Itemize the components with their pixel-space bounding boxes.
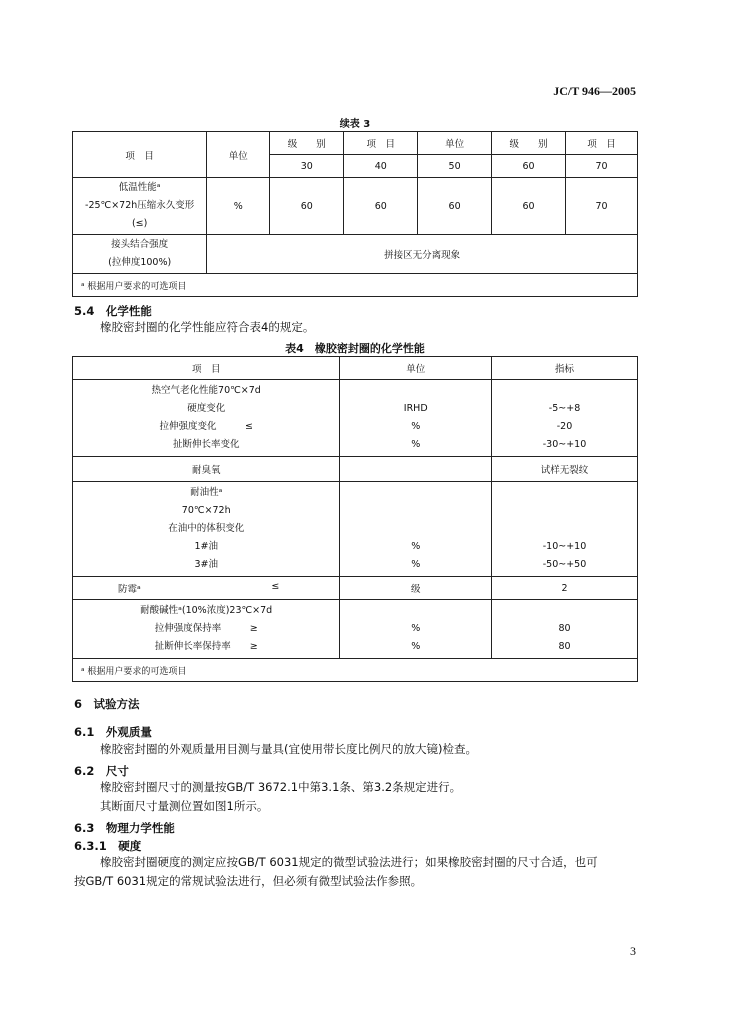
sec6-number: 6 xyxy=(74,697,83,711)
t4-group1-units xyxy=(340,380,492,457)
sec61-title: 外观质量 xyxy=(105,725,152,739)
t3-value: 70 xyxy=(566,178,638,235)
sec63-heading xyxy=(74,820,175,836)
t4-item: 扯断伸长率保持率 ≥ xyxy=(154,641,258,652)
t3-grade: 30 xyxy=(270,155,344,178)
t4-item: 3#油 xyxy=(194,559,218,570)
sec62-text1: 橡胶密封圈尺寸的测量按GB/T 3672.1中第3.1条、第3.2条规定进行。 xyxy=(100,780,462,794)
t4-value xyxy=(492,520,637,538)
sec54-title: 化学性能 xyxy=(105,304,152,318)
t3-label-line: 接头结合强度 xyxy=(111,239,169,250)
table3 xyxy=(72,131,638,297)
t4-unit: % xyxy=(411,541,421,552)
t3-value: 60 xyxy=(344,178,418,235)
t3-grade: 70 xyxy=(566,155,638,178)
t4-item: 耐油性ᵃ xyxy=(190,487,223,498)
t4-ozone-value: 试样无裂纹 xyxy=(492,457,638,482)
t4-value: 80 xyxy=(558,641,571,652)
sec62-number: 6.2 xyxy=(74,764,95,778)
t4-unit xyxy=(340,382,491,400)
t4-value xyxy=(492,484,637,502)
sec63-title: 物理力学性能 xyxy=(105,821,175,835)
t3-value: 60 xyxy=(270,178,344,235)
t3-footnote: ᵃ 根据用户要求的可选项目 xyxy=(73,274,638,297)
t4-ozone-unit xyxy=(340,457,492,482)
t4-value xyxy=(492,382,637,400)
sec631-text2: 按GB/T 6031规定的常规试验法进行，但必须有微型试验法作参照。 xyxy=(74,874,423,888)
sec54-text: 橡胶密封圈的化学性能应符合表4的规定。 xyxy=(100,320,315,334)
t4-mold-label: 防霉ᵃ xyxy=(118,584,141,595)
t4-unit xyxy=(340,502,491,520)
t4-group1-items xyxy=(73,380,340,457)
t4-item: 拉伸强度变化 ≤ xyxy=(159,421,253,432)
sec631-text1: 橡胶密封圈硬度的测定应按GB/T 6031规定的微型试验法进行；如果橡胶密封圈的尺寸合适，也可 xyxy=(100,855,598,869)
t4-value: -5~+8 xyxy=(548,403,581,414)
t3-header-item: 项 目 xyxy=(73,132,207,178)
t4-item: 70℃×72h xyxy=(181,505,231,516)
t4-mold-item xyxy=(73,577,340,600)
t4-mold-le: ≤ xyxy=(271,581,280,592)
t3-value: 60 xyxy=(418,178,492,235)
t3-label-line: (拉伸度100%) xyxy=(108,257,172,268)
sec62-heading xyxy=(74,763,129,779)
t4-value xyxy=(492,502,637,520)
sec6-title: 试验方法 xyxy=(93,697,140,711)
t4-header-item: 项 目 xyxy=(73,357,340,380)
t4-unit xyxy=(340,520,491,538)
t4-group2-items xyxy=(73,482,340,577)
t4-item: 在油中的体积变化 xyxy=(168,523,245,534)
sec54-number: 5.4 xyxy=(74,304,95,318)
t4-unit: % xyxy=(411,623,421,634)
t4-ozone-item: 耐臭氧 xyxy=(73,457,340,482)
t4-value: -30~+10 xyxy=(542,439,587,450)
t3-grade: 50 xyxy=(418,155,492,178)
table4 xyxy=(72,356,638,682)
t4-item: 硬度变化 xyxy=(187,403,226,414)
t3-grade: 40 xyxy=(344,155,418,178)
t3-header-item2: 项 目 xyxy=(344,132,418,155)
t3-header-unit2: 单位 xyxy=(418,132,492,155)
standard-code: JC/T 946—2005 xyxy=(553,84,636,98)
t3-grade: 60 xyxy=(491,155,565,178)
sec62-text2: 其断面尺寸量测位置如图1所示。 xyxy=(100,799,269,813)
sec61-text: 橡胶密封圈的外观质量用目测与量具(宜使用带长度比例尺的放大镜)检查。 xyxy=(100,742,477,756)
t3-label-line: (≤) xyxy=(131,218,148,229)
t4-item: 拉伸强度保持率 ≥ xyxy=(154,623,258,634)
t3-label-line: 低温性能ᵃ xyxy=(118,182,161,193)
sec61-heading xyxy=(74,724,152,740)
t4-group2-values xyxy=(492,482,638,577)
t4-group1-values xyxy=(492,380,638,457)
t4-mold-unit: 级 xyxy=(340,577,492,600)
t3-header-item3: 项 目 xyxy=(566,132,638,155)
t4-value xyxy=(492,602,637,620)
t4-group3-values xyxy=(492,600,638,659)
t4-unit: IRHD xyxy=(403,403,428,414)
page-number: 3 xyxy=(630,944,636,958)
t4-mold-value: 2 xyxy=(492,577,638,600)
t3-row-low-temp-unit: % xyxy=(207,178,270,235)
t4-header-index: 指标 xyxy=(492,357,638,380)
table4-caption: 表4 橡胶密封圈的化学性能 xyxy=(285,342,425,355)
sec631-number: 6.3.1 xyxy=(74,839,107,853)
sec631-title: 硬度 xyxy=(118,839,142,853)
t4-value: -20 xyxy=(556,421,573,432)
table3-caption: 续表 3 xyxy=(339,119,371,130)
t4-value: 80 xyxy=(558,623,571,634)
t4-item: 热空气老化性能70℃×7d xyxy=(151,385,261,396)
t3-header-grade: 级 别 xyxy=(270,132,344,155)
t4-group3-items xyxy=(73,600,340,659)
t3-value: 60 xyxy=(491,178,565,235)
t3-header-grade2: 级 别 xyxy=(491,132,565,155)
t4-header-unit: 单位 xyxy=(340,357,492,380)
t4-unit xyxy=(340,602,491,620)
t4-value: -50~+50 xyxy=(542,559,587,570)
t4-group2-units xyxy=(340,482,492,577)
sec54-heading xyxy=(74,303,152,319)
t3-row-joint-label xyxy=(73,235,207,274)
t4-unit: % xyxy=(411,559,421,570)
t3-label-line: -25℃×72h压缩永久变形 xyxy=(85,200,195,211)
t4-unit: % xyxy=(411,641,421,652)
sec61-number: 6.1 xyxy=(74,725,95,739)
t4-item: 扯断伸长率变化 xyxy=(172,439,240,450)
sec631-heading xyxy=(74,838,141,854)
t4-footnote: ᵃ 根据用户要求的可选项目 xyxy=(73,659,638,682)
t4-item: 1#油 xyxy=(194,541,218,552)
t4-value: -10~+10 xyxy=(542,541,587,552)
t3-row-joint-value: 拼接区无分离现象 xyxy=(207,235,638,274)
t4-item: 耐酸碱性ᵃ(10%浓度)23℃×7d xyxy=(140,605,273,616)
t4-unit: % xyxy=(411,421,421,432)
t4-group3-units xyxy=(340,600,492,659)
t3-row-low-temp-label xyxy=(73,178,207,235)
sec6-heading xyxy=(74,696,140,712)
sec62-title: 尺寸 xyxy=(105,764,129,778)
t3-header-unit: 单位 xyxy=(207,132,270,178)
t4-unit: % xyxy=(411,439,421,450)
t4-unit xyxy=(340,484,491,502)
sec63-number: 6.3 xyxy=(74,821,95,835)
